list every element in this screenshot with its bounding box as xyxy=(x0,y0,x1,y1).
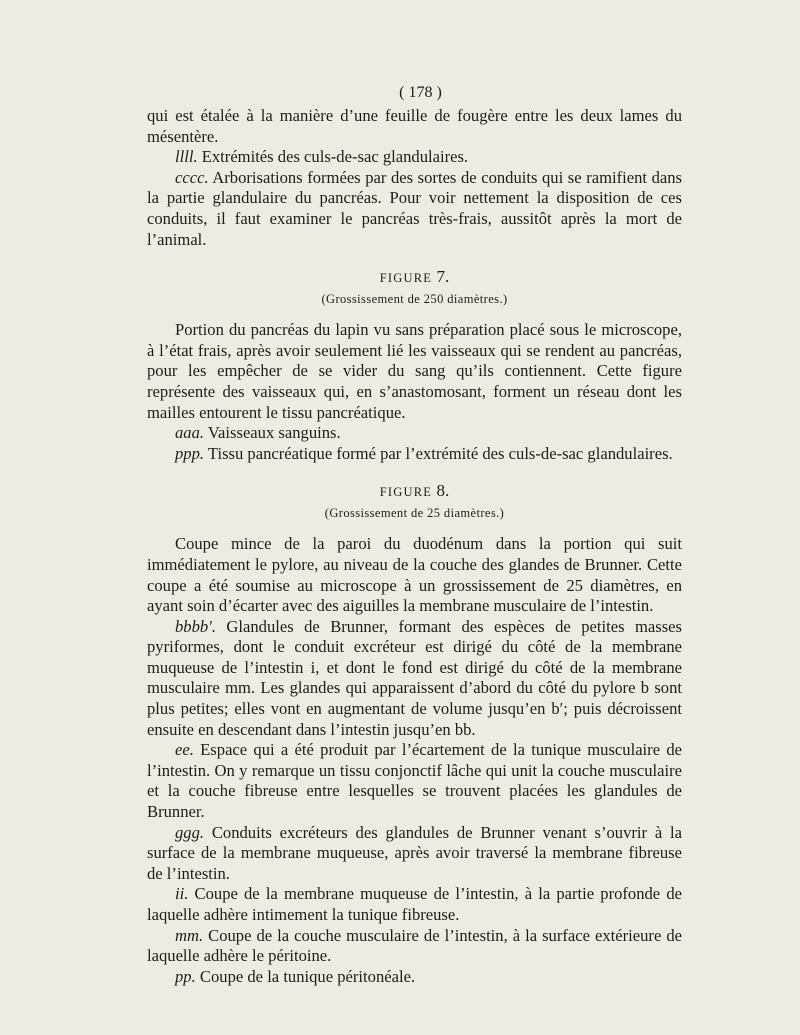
page-number: ( 178 ) xyxy=(399,84,442,101)
figure-label: FIGURE xyxy=(379,271,433,286)
legend-item-ggg xyxy=(147,823,682,885)
legend-text: Vaisseaux sanguins. xyxy=(207,423,341,443)
legend-key: bbbb′. xyxy=(175,616,216,636)
figure-8-description: Coupe mince de la paroi du duodénum dans la portion qui suit immédiatement le pylore, au niveau de la couche des glandes de Brunner. Cette coupe a été soumise au microscope à un grossissement de 25 diamètres, en ayant soin d’écarter avec des aiguilles la membrane musculaire de l’intestin. xyxy=(147,534,682,616)
legend-key: llll. xyxy=(175,147,198,167)
legend-item-ppp xyxy=(147,444,682,465)
figure-8-heading xyxy=(147,483,682,500)
legend-key: ggg. xyxy=(175,822,205,842)
legend-key: ee. xyxy=(175,740,194,760)
legend-text: Coupe de la tunique péritonéale. xyxy=(199,966,416,986)
figure-7-magnification: (Grossissement de 250 diamètres.) xyxy=(321,292,508,307)
legend-key: aaa. xyxy=(175,423,205,443)
legend-item-pp xyxy=(147,967,682,988)
legend-key: ppp. xyxy=(175,443,205,463)
legend-text: Arborisations formées par des sortes de conduits qui se ramifient dans la partie glandulaire du pancréas. Pour voir nettement la disposition de ces conduits, il faut examiner le pancréas très-frais, aussitôt après la mort de l’animal. xyxy=(147,167,683,249)
legend-key: ii. xyxy=(175,884,189,904)
legend-text: Coupe de la couche musculaire de l’intestin, à la surface extérieure de laquelle adhère le péritoine. xyxy=(147,925,682,966)
legend-key: mm. xyxy=(175,925,204,945)
figure-7-description: Portion du pancréas du lapin vu sans préparation placé sous le microscope, à l’état frais, après avoir seulement lié les vaisseaux qui se rendent au pancréas, pour les empêcher de se vider du sang qu’ils contiennent. Cette figure représente des vaisseaux qui, en s’anastomosant, forment un réseau dont les mailles entourent le tissu pancréatique. xyxy=(147,320,682,422)
legend-key: cccc. xyxy=(175,167,209,187)
figure-label: FIGURE xyxy=(379,485,433,500)
legend-text: Glandules de Brunner, formant des espèces de petites masses pyriformes, dont le conduit excréteur est dirigé du côté de la membrane muqueuse de l’intestin i, et dont le fond est dirigé du côté de la membrane musculaire mm. Les glandes qui apparaissent d’abord du côté du pylore b sont plus petites; elles vont en augmentant de volume jusqu’en b′; puis décroissent ensuite en descendant dans l’intestin jusqu’en bb. xyxy=(147,616,682,739)
legend-item-ee xyxy=(147,740,682,822)
legend-item-mm xyxy=(147,926,682,967)
legend-text: Espace qui a été produit par l’écartement de la tunique musculaire de l’intestin. On y remarque un tissu conjonctif lâche qui unit la couche musculaire et la couche fibreuse entre lesquelles se trouvent placées les glandules de Brunner. xyxy=(147,740,682,822)
figure-8-magnification: (Grossissement de 25 diamètres.) xyxy=(324,506,505,521)
legend-text: Tissu pancréatique formé par l’extrémité des culs-de-sac glandulaires. xyxy=(207,443,673,463)
legend-text: Conduits excréteurs des glandules de Brunner venant s’ouvrir à la surface de la membrane muqueuse, après avoir traversé la membrane fibreuse de l’intestin. xyxy=(147,822,682,883)
legend-item-cccc xyxy=(147,168,682,250)
legend-item-llll xyxy=(147,147,682,168)
legend-item-aaa xyxy=(147,423,682,444)
legend-key: pp. xyxy=(175,966,196,986)
legend-item-ii xyxy=(147,884,682,925)
figure-7-heading xyxy=(147,269,682,286)
figure-number: 8. xyxy=(436,481,450,501)
legend-text: Extrémités des culs-de-sac glandulaires. xyxy=(201,147,469,167)
figure-number: 7. xyxy=(436,267,450,287)
legend-text: Coupe de la membrane muqueuse de l’intestin, à la partie profonde de laquelle adhère intimement la tunique fibreuse. xyxy=(147,884,682,924)
intro-paragraph: qui est étalée à la manière d’une feuille de fougère entre les deux lames du mésentère. xyxy=(147,106,682,146)
legend-item-bbbb xyxy=(147,617,682,741)
text-column xyxy=(147,82,682,987)
